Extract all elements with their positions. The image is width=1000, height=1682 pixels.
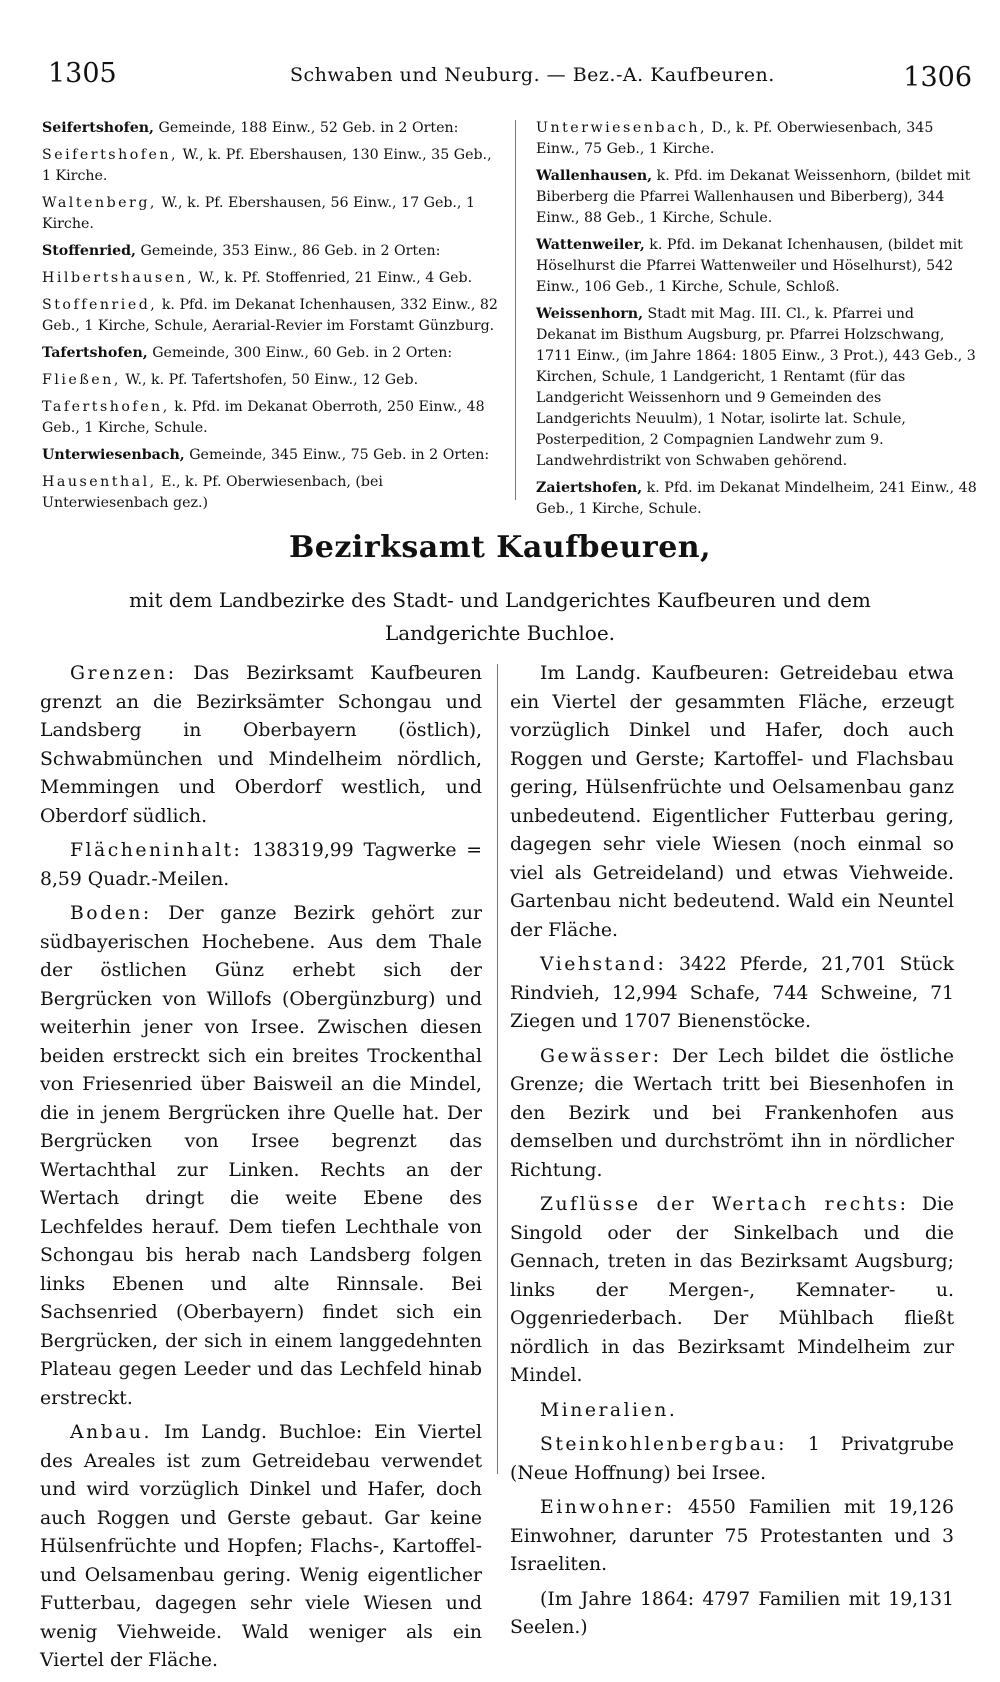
entry-head: Zaiertshofen, [536,480,643,496]
paragraph [510,660,954,945]
paragraph-text: 4550 Familien mit 19,126 Einwohner, darunter 75 Protestanten und 3 Israeliten. [510,1497,954,1575]
upper-right-column [536,118,978,526]
entry-head: Waltenberg, [42,195,157,211]
entry-head: Hausenthal, [42,474,157,490]
paragraph-text: 3422 Pferde, 21,701 Stück Rindvieh, 12,994 Schafe, 744 Schweine, 71 Ziegen und 1707 Bienenstöcke. [510,954,954,1032]
paragraph [510,1431,954,1488]
paragraph-lead: Grenzen: [70,663,177,684]
lower-left-column [40,660,482,1682]
entry [42,370,504,391]
entry-head: Hilbertshausen, [42,270,195,286]
paragraph [40,660,482,831]
paragraph-lead: Gewässer: [540,1045,662,1067]
paragraph-lead: Einwohner: [540,1497,675,1518]
paragraph-text: (Im Jahre 1864: 4797 Familien mit 19,131 Seelen.) [510,1588,954,1638]
entry [536,235,978,298]
entry [42,445,504,466]
entry-head: Fließen, [42,372,121,388]
entry-text: W., k. Pf. Stoffenried, 21 Einw., 4 Geb. [194,270,473,286]
entry-head: Seifertshofen, [42,120,154,136]
column-divider [515,120,516,500]
paragraph [510,1191,954,1391]
paragraph-lead: Flächeninhalt: [70,840,243,861]
entry [42,472,504,514]
entry-head: Weissenhorn, [536,306,644,322]
entry-head: Tafertshofen, [42,399,170,415]
entry [42,193,504,235]
paragraph-text: Die Singold oder der Sinkelbach und die Gennach, treten in das Bezirksamt Augsburg; links der Mergen-, Kemnater- u. Oggenriederbach. Der Mühlbach fließt nördlich in das Bezirksamt Mindelheim zur Mindel. [510,1194,955,1386]
paragraph [40,1419,482,1676]
entry-text: E., k. Pf. Oberwiesenbach, (bei Unterwiesenbach gez.) [42,474,383,511]
entry-text: Gemeinde, 353 Einw., 86 Geb. in 2 Orten: [136,243,441,259]
entry [536,118,978,160]
entry [536,166,978,229]
entry [42,295,504,337]
entry [42,343,504,364]
page-number-right: 1306 [903,62,972,93]
entry-head: Stoffenried, [42,297,158,313]
entry-text: k. Pfd. im Dekanat Ichenhausen, (bildet mit Höselhurst die Pfarrei Wattenweiler und Höselhurst), 542 Einw., 106 Geb., 1 Kirche, Schule, Schloß. [536,237,963,295]
paragraph [510,1397,954,1426]
entry-text: D., k. Pf. Oberwiesenbach, 345 Einw., 75 Geb., 1 Kirche. [536,120,934,157]
paragraph-lead: Steinkohlenbergbau: [540,1434,787,1455]
entry-text: k. Pfd. im Dekanat Oberroth, 250 Einw., 48 Geb., 1 Kirche, Schule. [42,399,485,436]
section-title: Bezirksamt Kaufbeuren, [288,530,712,565]
entry [42,268,504,289]
paragraph-text: 138319,99 Tagwerke = 8,59 Quadr.-Meilen. [40,840,482,890]
entry [42,397,504,439]
running-header [0,58,1000,98]
entry-head: Wallenhausen, [536,168,653,184]
entry-head: Unterwiesenbach, [536,120,707,136]
paragraph-text: Der ganze Bezirk gehört zur südbayerischen Hochebene. Aus dem Thale der östlichen Günz erhebt sich der Bergrücken von Willofs (Obergünzburg) und weiterhin jener von Irsee. Zwischen diesen beiden erstreckt sich ein breites Trockenthal von Friesenried über Baisweil an die Mindel, die in jenem Bergrücken ihre Quelle hat. Der Bergrücken von Irsee begrenzt das Wertachthal zur Linken. Rechts an der Wertach dringt die weite Ebene des Lechfeldes herauf. Dem tiefen Lechthale von Schongau bis herab nach Landsberg folgen links Ebenen und alte Rinnsale. Bei Sachsenried (Oberbayern) findet sich ein Bergrücken, der sich in einem langgedehnten Plateau gegen Leeder und das Lechfeld hinab erstreckt. [40,903,482,1409]
entry [536,478,978,520]
paragraph-lead: Boden: [70,903,152,924]
paragraph-lead: Zuflüsse der Wertach rechts: [540,1194,909,1215]
entry-text: W., k. Pf. Ebershausen, 130 Einw., 35 Geb., 1 Kirche. [42,147,492,184]
paragraph-text: Im Landg. Buchloe: Ein Viertel des Areales ist zum Getreidebau verwendet und wird vorzüglich Dinkel und Hafer, doch auch Roggen und Gerste gebaut. Gar keine Hülsenfrüchte und Hopfen; Flachs-, Kartoffel- und Oelsamenbau gering. Wenig eigentlicher Futterbau, dagegen sehr viele Wiesen und wenig Viehweide. Wald weniger als ein Viertel der Fläche. [40,1422,482,1671]
entry-text: k. Pfd. im Dekanat Weissenhorn, (bildet mit Biberberg die Pfarrei Wallenhausen und Biberberg), 344 Einw., 88 Geb., 1 Kirche, Schule. [536,168,971,226]
paragraph-text: Der Lech bildet die östliche Grenze; die Wertach tritt bei Biesenhofen in den Bezirk und bei Frankenhofen aus demselben und durchströmt ihn in nördlicher Richtung. [510,1045,954,1181]
entry [536,304,978,472]
section-subtitle: mit dem Landbezirke des Stadt- und Landgerichtes Kaufbeuren und dem Landgerichte Buchloe. [129,588,871,645]
lower-right-column [510,660,954,1649]
paragraph-lead: Im Landg. Kaufbeuren: [540,663,770,684]
entry-head: Wattenweiler, [536,237,645,253]
paragraph [510,1586,954,1643]
paragraph-text: Getreidebau etwa ein Viertel der gesammten Fläche, erzeugt vorzüglich Dinkel und Hafer, doch auch Roggen und Gerste; Kartoffel- und Flachsbau gering, Hülsenfrüchte und Oelsamenbau ganz unbedeutend. Eigentlicher Futterbau gering, dagegen sehr viele Wiesen (noch einmal so viel als Getreideland) und etwas Viehweide. Gartenbau nicht bedeutend. Wald ein Neuntel der Fläche. [510,663,954,941]
entry-text: Gemeinde, 300 Einw., 60 Geb. in 2 Orten: [147,345,453,361]
entry-head: Tafertshofen, [42,345,148,361]
entry-text: Stadt mit Mag. III. Cl., k. Pfarrei und Dekanat im Bisthum Augsburg, pr. Pfarrei Holzschwang, 1711 Einw., (im Jahre 1864: 1805 Einw., 3 Prot.), 443 Geb., 3 Kirchen, Schule, 1 Landgericht, 1 Rentamt (für das Landgericht Weissenhorn und 9 Gemeinden des Landgerichts Neuulm), 1 Notar, isolirte lat. Schule, Posterpedition, 2 Compagnien Landwehr zum 9. Landwehrdistrikt von Schwaben gehörend. [536,306,976,469]
entry-head: Unterwiesenbach, [42,447,185,463]
entry [42,145,504,187]
entry-head: Stoffenried, [42,243,136,259]
entry [42,118,504,139]
paragraph-lead: Anbau. [70,1422,152,1443]
paragraph-lead: Mineralien. [540,1399,678,1421]
entry-text: Gemeinde, 188 Einw., 52 Geb. in 2 Orten: [153,120,459,136]
entry-head: Seifertshofen, [42,147,179,163]
entry-text: Gemeinde, 345 Einw., 75 Geb. in 2 Orten: [184,447,490,463]
paragraph-text: Das Bezirksamt Kaufbeuren grenzt an die Bezirksämter Schongau und Landsberg in Oberbayern (östlich), Schwabmünchen und Mindelheim nördlich, Memmingen und Oberdorf westlich, und Oberdorf südlich. [40,663,482,827]
entry-text: k. Pfd. im Dekanat Ichenhausen, 332 Einw., 82 Geb., 1 Kirche, Schule, Aerarial-Revier im Forstamt Günzburg. [42,297,498,334]
paragraph-lead: Viehstand: [540,954,667,975]
paragraph [40,900,482,1413]
entry-text: W., k. Pf. Ebershausen, 56 Einw., 17 Geb., 1 Kirche. [42,195,475,232]
entry-text: W., k. Pf. Tafertshofen, 50 Einw., 12 Geb. [120,372,419,388]
entry-text: k. Pfd. im Dekanat Mindelheim, 241 Einw., 48 Geb., 1 Kirche, Schule. [536,480,977,517]
running-title: Schwaben und Neuburg. — Bez.-A. Kaufbeuren. [290,64,775,86]
paragraph [510,951,954,1037]
upper-left-column [42,118,504,520]
page-number-left: 1305 [48,58,117,89]
paragraph [40,837,482,894]
entry [42,241,504,262]
paragraph-text: 1 Privatgrube (Neue Hoffnung) bei Irsee. [510,1434,954,1484]
column-divider [497,664,498,1474]
paragraph [510,1043,954,1186]
paragraph [510,1494,954,1580]
